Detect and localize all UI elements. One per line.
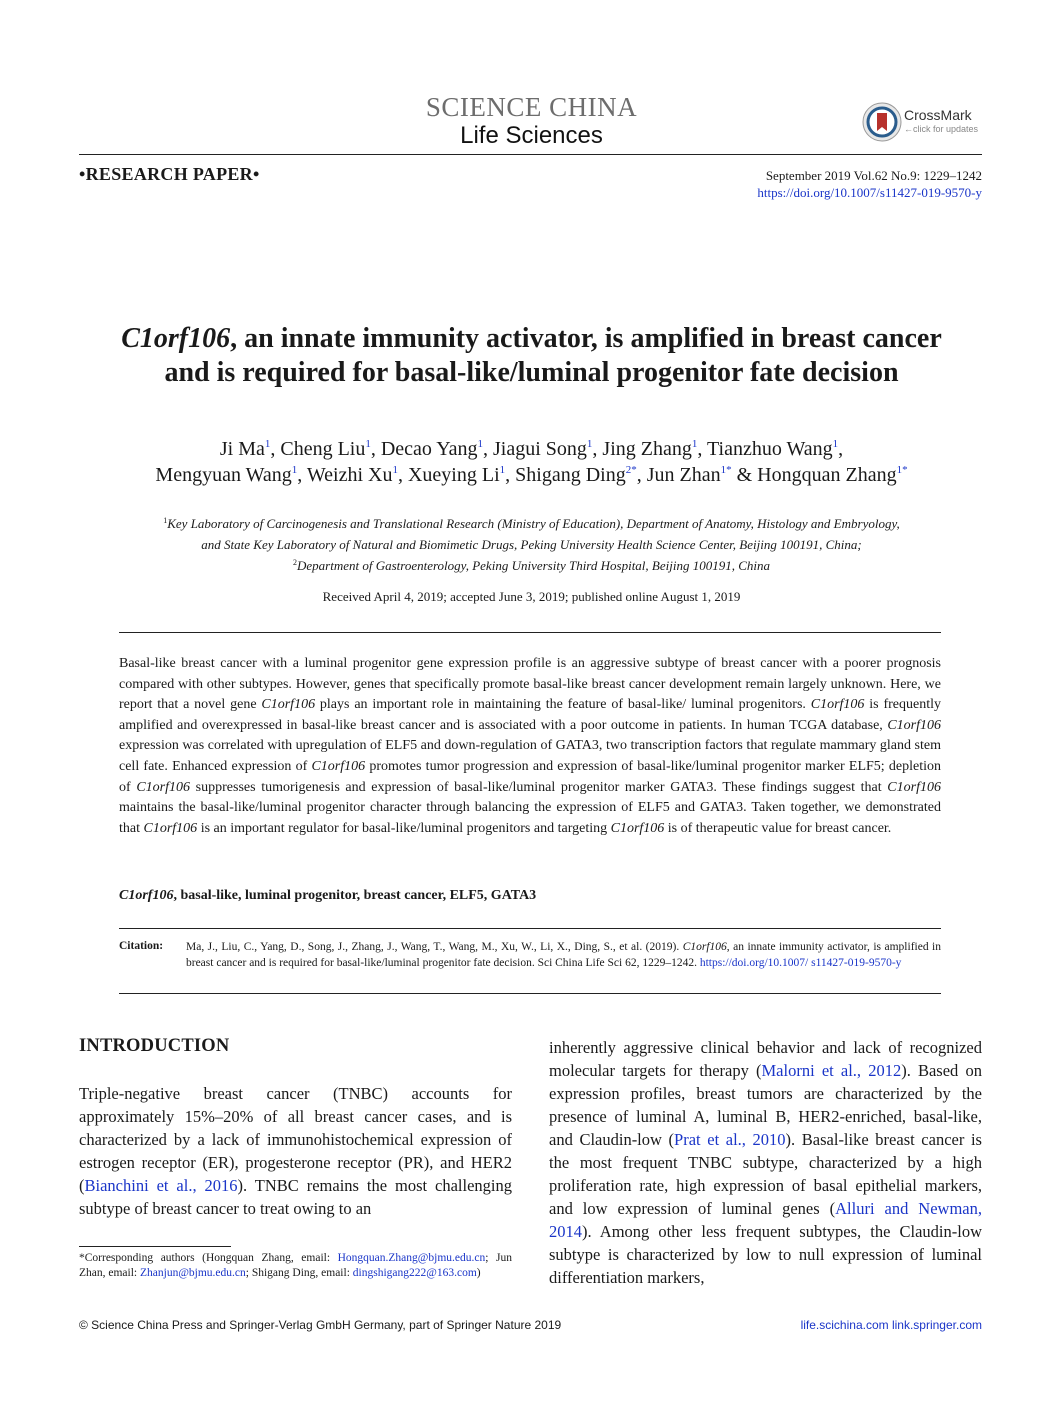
ref-bianchini[interactable]: Bianchini et al., 2016 [84,1176,238,1195]
footer-links[interactable]: life.scichina.com link.springer.com [800,1318,982,1332]
email-ding[interactable]: dingshigang222@163.com [352,1267,477,1279]
issue-info: September 2019 Vol.62 No.9: 1229–1242 [765,168,982,183]
author-affiliation-mark: 1 [291,464,298,476]
author-name: Ji Ma [219,438,265,460]
ref-prat[interactable]: Prat et al., 2010 [674,1130,786,1149]
author-name: Decao Yang [380,438,478,460]
crossmark-icon [862,102,902,142]
author-separator: , [505,464,516,486]
author-separator: , [838,438,844,460]
author-separator: , [370,438,381,460]
author-name: Jun Zhan [646,464,721,486]
author-affiliation-mark: 1 [477,438,484,450]
author-name: Hongquan Zhang [757,464,897,486]
copyright: © Science China Press and Springer-Verlag GmbH Germany, part of Springer Nature 2019 [79,1318,562,1332]
ref-malorni[interactable]: Malorni et al., 2012 [761,1061,902,1080]
author-name: Jiagui Song [493,438,587,460]
affiliations [100,513,963,576]
author-affiliation-mark: 1 [499,464,506,476]
email-hongquan[interactable]: Hongquan.Zhang@bjmu.edu.cn [337,1252,486,1264]
citation-label: Citation: [119,940,164,952]
author-list [90,436,973,488]
author-affiliation-mark: 1 [365,438,371,450]
footnote-rule [79,1246,231,1247]
author-name: Weizhi Xu [306,464,393,486]
citation-text: Ma, J., Liu, C., Yang, D., Song, J., Zhang, J., Wang, T., Wang, M., Xu, W., Li, X., Ding, S., et al. (2019). C1orf106, an innate immunity activator, is amplified in breast cancer and is required for basal-like/luminal progenitor fate decision. Sci China Life Sci 62, 1229–1242. https://doi.org/10.1007/ s11427-019-9570-y [186,941,941,969]
intro-left-column: Triple-negative breast cancer (TNBC) accounts for approximately 15%–20% of all breast cancer cases, and is characterized by a lack of immunohistochemical expression of estrogen receptor (ER), progesterone receptor (PR), and HER2 (Bianchini et al., 2016). TNBC remains the most challenging subtype of breast cancer to treat owing to an [79,1084,512,1218]
affiliation-1-cont: and State Key Laboratory of Natural and Biomimetic Drugs, Peking University Health Science Center, Beijing 100191, China; [201,537,862,552]
author-affiliation-mark: 1 [586,438,593,450]
crossmark-label: CrossMark [904,107,972,123]
author-separator: , [397,464,408,486]
paper-type: •RESEARCH PAPER• [79,164,260,184]
section-heading-introduction: INTRODUCTION [79,1036,230,1056]
journal-subtitle: Life Sciences [460,122,603,149]
affiliation-1-mark: 1 [163,516,168,525]
author-affiliation-mark: 1 [832,438,839,450]
affiliation-2-mark: 2 [292,558,297,567]
citation-bottom-rule [119,993,941,994]
affiliation-1: $^1$Key Laboratory of Carcinogenesis and Translational Research (Ministry of Education), Department of Anatomy, Histology and Embryology, [163,516,900,531]
crossmark-sub: ←click for updates [904,124,979,134]
journal-name: SCIENCE CHINA [425,92,638,122]
title-rest: , an innate immunity activator, is amplified in breast cancer and is required for basal-like/luminal progenitor fate decision [164,323,942,388]
author-name: Jing Zhang [602,438,692,460]
author-name: Shigang Ding [515,464,626,486]
affiliation-2: $^2$Department of Gastroenterology, Peking University Third Hospital, Beijing 100191, China [292,558,770,573]
author-separator: , [483,438,494,460]
corresponding-authors-footnote: *Corresponding authors (Hongquan Zhang, email: Hongquan.Zhang@bjmu.edu.cn; Jun Zhan, email: Zhanjun@bjmu.edu.cn; Shigang Ding, email: dingshigang222@163.com) [79,1252,512,1279]
abstract: Basal-like breast cancer with a luminal progenitor gene expression profile is an aggressive subtype of breast cancer with a poorer prognosis compared with other subtypes. However, genes that specifically promote basal-like breast cancer development remain largely unknown. Here, we report that a novel gene C1orf106 plays an important role in maintaining the feature of basal-like/ luminal progenitors. C1orf106 is frequently amplified and overexpressed in basal-like breast cancer and is associated with a poor outcome in patients. In human TCGA database, C1orf106 expression was correlated with upregulation of ELF5 and down-regulation of GATA3, two transcription factors that regulate mammary gland stem cell fate. Enhanced expression of C1orf106 promotes tumor progression and expression of basal-like/luminal progenitor marker ELF5; depletion of C1orf106 suppresses tumorigenesis and expression of basal-like/luminal progenitor marker GATA3. These findings suggest that C1orf106 maintains the basal-like/luminal progenitor character through balancing the expression of ELF5 and GATA3. Taken together, we demonstrated that C1orf106 is an important regulator for basal-like/luminal progenitors and targeting C1orf106 is of therapeutic value for breast cancer. [119,656,941,836]
author-name: Cheng Liu [280,438,366,460]
header-divider [79,154,982,155]
author-affiliation-mark: 1* [720,464,732,476]
author-affiliation-mark: 1 [264,438,271,450]
author-affiliation-mark: 1 [392,464,398,476]
keywords: C1orf106, basal-like, luminal progenitor, breast cancer, ELF5, GATA3 [119,888,537,903]
author-affiliation-mark: 2* [625,464,637,476]
author-name: Xueying Li [407,464,500,486]
author-affiliation-mark: 1 [691,438,698,450]
citation-doi-link[interactable]: https://doi.org/10.1007/ s11427-019-9570-y [699,956,902,969]
crossmark-badge[interactable] [862,102,987,142]
author-name: Mengyuan Wang [155,464,292,486]
author-affiliation-mark: 1* [896,464,908,476]
author-name: Tianzhuo Wang [707,438,833,460]
abstract-top-rule [119,632,941,633]
article-title [100,322,963,390]
email-zhan[interactable]: Zhanjun@bjmu.edu.cn [140,1267,246,1279]
intro-right-column: inherently aggressive clinical behavior and lack of recognized molecular targets for therapy (Malorni et al., 2012). Based on expression profiles, breast tumors are characterized by the presence of luminal A, luminal B, HER2-enriched, basal-like, and Claudin-low (Prat et al., 2010). Basal-like breast cancer is the most frequent TNBC subtype, characterized by a high proliferation rate, high expression of basal epithelial markers, and low expression of luminal genes (Alluri and Newman, 2014). Among other less frequent subtypes, the Claudin-low subtype is characterized by low to null expression of luminal differentiation markers, [549,1038,982,1287]
ref-alluri[interactable]: Alluri and Newman, 2014 [549,1199,982,1241]
author-separator: , [297,464,307,486]
title-gene: C1orf106 [121,323,231,354]
author-separator: , [697,438,707,460]
author-separator: & [731,464,758,486]
author-separator: , [270,438,281,460]
author-separator: , [636,464,647,486]
received-dates: Received April 4, 2019; accepted June 3, 2019; published online August 1, 2019 [322,589,741,604]
citation-top-rule [119,928,941,929]
author-separator: , [592,438,603,460]
doi-link[interactable]: https://doi.org/10.1007/s11427-019-9570-y [757,185,982,200]
